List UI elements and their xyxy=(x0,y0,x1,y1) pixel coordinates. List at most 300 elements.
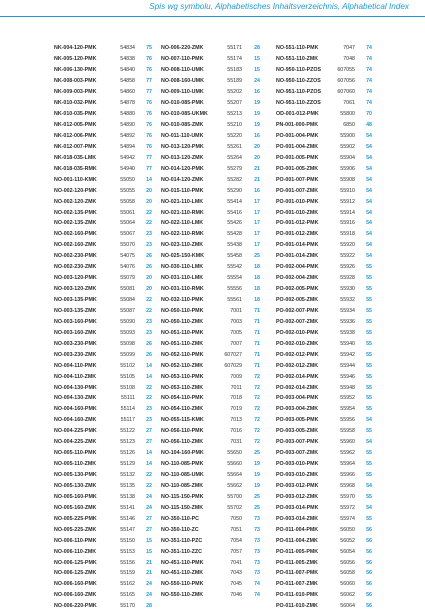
catalog-number: 55900 xyxy=(340,132,355,139)
index-entry xyxy=(276,174,386,185)
page-number: 55 xyxy=(366,428,372,435)
page-number: 17 xyxy=(254,242,260,249)
product-code: NO-004-160-PMK xyxy=(54,406,97,413)
page-number: 74 xyxy=(254,592,260,599)
catalog-number: 55650 xyxy=(227,450,242,457)
index-entry xyxy=(276,338,386,349)
page-number: 76 xyxy=(146,100,152,107)
page-number: 24 xyxy=(146,592,152,599)
index-entry xyxy=(161,502,276,513)
catalog-number: 55202 xyxy=(227,89,242,96)
index-entry xyxy=(161,546,276,557)
index-entry xyxy=(54,174,161,185)
index-entry xyxy=(54,316,161,327)
index-entry xyxy=(54,43,161,54)
page-number: 71 xyxy=(254,340,260,347)
page-number: 74 xyxy=(366,100,372,107)
page-number: 28 xyxy=(254,45,260,52)
page-number: 23 xyxy=(146,406,152,413)
index-entry xyxy=(276,98,386,109)
product-code: NO-003-160-ZMK xyxy=(54,329,97,336)
index-entry xyxy=(276,152,386,163)
page-number: 22 xyxy=(146,482,152,489)
page-number: 54 xyxy=(366,187,372,194)
page-number: 17 xyxy=(254,231,260,238)
page-number: 73 xyxy=(254,570,260,577)
index-entry xyxy=(54,152,161,163)
product-code: PO-001-007-PMK xyxy=(276,176,319,183)
page-number: 24 xyxy=(146,504,152,511)
page-number: 55 xyxy=(366,450,372,457)
page-number: 56 xyxy=(366,570,372,577)
page-number: 24 xyxy=(146,493,152,500)
index-entry xyxy=(161,316,276,327)
product-code: NK-018-035-LMK xyxy=(54,154,97,161)
product-code: PO-001-012-PMK xyxy=(276,220,319,227)
page-number: 72 xyxy=(254,395,260,402)
product-code: PO-002-005-ZMK xyxy=(276,297,319,304)
index-entry xyxy=(54,273,161,284)
catalog-number: 56060 xyxy=(340,581,355,588)
page-number: 55 xyxy=(366,351,372,358)
product-code: NK-005-120-PMK xyxy=(54,56,97,63)
catalog-number: 55261 xyxy=(227,143,242,150)
page-number: 19 xyxy=(254,461,260,468)
catalog-number: 54840 xyxy=(120,67,135,74)
page-number: 73 xyxy=(254,548,260,555)
page-number: 55 xyxy=(366,493,372,500)
catalog-number: 55561 xyxy=(227,297,242,304)
page-number: 72 xyxy=(254,428,260,435)
page-number: 76 xyxy=(146,132,152,139)
product-code: NO-004-225-PMK xyxy=(54,428,97,435)
product-code: NK-012-005-PMK xyxy=(54,122,97,129)
index-entry xyxy=(54,579,161,590)
index-entry xyxy=(54,557,161,568)
index-entry xyxy=(161,448,276,459)
page-number: 55 xyxy=(366,395,372,402)
catalog-number: 55061 xyxy=(120,209,135,216)
product-code: NO-003-230-PMK xyxy=(54,340,97,347)
product-code: PO-011-005-PMK xyxy=(276,548,319,555)
index-entry xyxy=(161,470,276,481)
page-number: 27 xyxy=(146,439,152,446)
product-code: PO-003-010-PMK xyxy=(276,461,319,468)
index-entry xyxy=(276,306,386,317)
product-code: NO-005-110-PMK xyxy=(54,450,97,457)
product-code: NO-005-130-ZMK xyxy=(54,482,97,489)
page-number: 22 xyxy=(146,220,152,227)
page-number: 21 xyxy=(254,165,260,172)
product-code: NK-009-003-PMK xyxy=(54,89,97,96)
index-entry xyxy=(54,65,161,76)
product-code: NO-008-160-UMK xyxy=(161,78,204,85)
product-code: NO-451-110-ZMK xyxy=(161,570,204,577)
index-entry xyxy=(161,109,276,120)
product-code: NK-004-120-PMK xyxy=(54,45,97,52)
index-column-1 xyxy=(54,43,161,612)
product-code: NO-014-120-PMK xyxy=(161,165,204,172)
product-code: PO-003-014-PMK xyxy=(276,504,319,511)
product-code: PO-001-005-PMK xyxy=(276,154,319,161)
product-code: NO-054-110-PMK xyxy=(161,395,204,402)
catalog-number: 54892 xyxy=(120,132,135,139)
catalog-number: 55932 xyxy=(340,297,355,304)
product-code: NO-002-230-ZMK xyxy=(54,264,97,271)
index-entry xyxy=(276,120,386,131)
catalog-number: 55050 xyxy=(120,176,135,183)
product-code: NO-104-160-PMK xyxy=(161,450,204,457)
catalog-number: 55906 xyxy=(340,165,355,172)
page-number: 26 xyxy=(146,351,152,358)
index-entry xyxy=(161,295,276,306)
product-code: PO-002-014-ZMK xyxy=(276,384,319,391)
index-entry xyxy=(54,513,161,524)
index-entry xyxy=(276,360,386,371)
product-code: NO-006-220-PMK xyxy=(54,603,97,610)
index-entry xyxy=(276,557,386,568)
page-number: 54 xyxy=(366,417,372,424)
catalog-number: 55123 xyxy=(120,439,135,446)
product-code: PO-001-010-PMK xyxy=(276,198,319,205)
page-number: 54 xyxy=(366,231,372,238)
index-entry xyxy=(161,273,276,284)
catalog-number: 55660 xyxy=(227,461,242,468)
page-number: 54 xyxy=(366,242,372,249)
index-entry xyxy=(276,54,386,65)
catalog-number: 54890 xyxy=(120,122,135,129)
page-number: 23 xyxy=(146,318,152,325)
page-number: 15 xyxy=(254,67,260,74)
catalog-number: 55279 xyxy=(227,165,242,172)
product-code: PO-011-007-ZMK xyxy=(276,581,318,588)
product-code: NO-110-085-ZMK xyxy=(161,482,204,489)
index-entry xyxy=(54,568,161,579)
catalog-number: 55165 xyxy=(120,592,135,599)
product-code: PO-001-004-ZMK xyxy=(276,143,319,150)
page-number: 19 xyxy=(254,122,260,129)
page-number: 77 xyxy=(146,89,152,96)
catalog-number: 55162 xyxy=(120,581,135,588)
page-number: 55 xyxy=(366,362,372,369)
page-number: 21 xyxy=(254,176,260,183)
page-number: 55 xyxy=(366,515,372,522)
index-entry xyxy=(276,284,386,295)
page-number: 17 xyxy=(254,209,260,216)
catalog-number: 55958 xyxy=(340,428,355,435)
product-code: NO-950-110-PZOS xyxy=(276,67,322,74)
catalog-number: 56064 xyxy=(340,603,355,610)
product-code: PN-001-000-PMK xyxy=(276,122,319,129)
index-entry xyxy=(54,120,161,131)
page-number: 26 xyxy=(146,264,152,271)
product-code: NK-010-032-PMK xyxy=(54,100,97,107)
product-code: PO-001-007-ZMK xyxy=(276,187,319,194)
product-code: PO-003-014-ZMK xyxy=(276,515,319,522)
index-entry xyxy=(54,470,161,481)
catalog-number: 55700 xyxy=(227,493,242,500)
product-code: NK-018-035-RMK xyxy=(54,165,97,172)
product-code: NO-003-120-ZMK xyxy=(54,286,97,293)
product-code: PO-001-014-PMK xyxy=(276,242,319,249)
index-entry xyxy=(54,87,161,98)
catalog-number: 7048 xyxy=(343,56,355,63)
page-number: 71 xyxy=(254,318,260,325)
catalog-number: 55105 xyxy=(120,373,135,380)
product-code: NO-002-160-PMK xyxy=(54,231,97,238)
page-number: 72 xyxy=(254,439,260,446)
page-number: 14 xyxy=(146,176,152,183)
catalog-number: 55956 xyxy=(340,417,355,424)
index-entry xyxy=(54,590,161,601)
product-code: PO-003-005-PMK xyxy=(276,417,319,424)
catalog-number: 54894 xyxy=(120,143,135,150)
index-entry xyxy=(276,229,386,240)
index-entry xyxy=(276,579,386,590)
catalog-number: 55141 xyxy=(120,504,135,511)
product-code: PO-002-014-PMK xyxy=(276,373,319,380)
page-header xyxy=(0,0,425,17)
catalog-number: 55090 xyxy=(120,318,135,325)
product-code: PO-001-005-ZMK xyxy=(276,165,319,172)
product-code: PO-003-007-ZMK xyxy=(276,450,319,457)
index-entry xyxy=(276,163,386,174)
catalog-number: 55058 xyxy=(120,198,135,205)
product-code: NO-550-110-ZMK xyxy=(161,592,204,599)
page-number: 18 xyxy=(254,264,260,271)
product-code: PO-011-010-PMK xyxy=(276,592,319,599)
page-number: 56 xyxy=(366,548,372,555)
page-number: 22 xyxy=(146,472,152,479)
page-number: 76 xyxy=(146,122,152,129)
catalog-number: 55912 xyxy=(340,198,355,205)
catalog-number: 55189 xyxy=(227,78,242,85)
catalog-number: 7018 xyxy=(230,395,242,402)
page-number: 20 xyxy=(254,154,260,161)
catalog-number: 55146 xyxy=(120,515,135,522)
page-number: 73 xyxy=(254,537,260,544)
page-number: 19 xyxy=(254,111,260,118)
catalog-number: 55428 xyxy=(227,231,242,238)
catalog-number: 54942 xyxy=(120,154,135,161)
catalog-number: 55108 xyxy=(120,384,135,391)
index-entry xyxy=(54,196,161,207)
product-code: NO-008-110-UMK xyxy=(161,67,204,74)
index-entry xyxy=(161,327,276,338)
product-code: NO-006-125-PMK xyxy=(54,559,97,566)
index-entry xyxy=(161,557,276,568)
index-entry xyxy=(161,54,276,65)
catalog-number: 55960 xyxy=(340,439,355,446)
product-code: NO-351-110-ZZC xyxy=(161,548,202,555)
page-number: 73 xyxy=(254,515,260,522)
product-code: PO-003-004-ZMK xyxy=(276,406,319,413)
index-entry xyxy=(54,240,161,251)
product-code: NO-115-150-PMK xyxy=(161,493,204,500)
catalog-number: 55458 xyxy=(227,253,242,260)
product-code: PO-011-005-ZMK xyxy=(276,559,318,566)
index-entry xyxy=(161,185,276,196)
page-number: 55 xyxy=(366,384,372,391)
page-number: 77 xyxy=(146,78,152,85)
product-code: NK-012-006-PMK xyxy=(54,132,97,139)
page-number: 55 xyxy=(366,461,372,468)
index-entry xyxy=(276,65,386,76)
catalog-number: 55904 xyxy=(340,154,355,161)
index-entry xyxy=(54,109,161,120)
page-number: 15 xyxy=(146,537,152,544)
catalog-number: 55966 xyxy=(340,472,355,479)
page-number: 26 xyxy=(146,253,152,260)
catalog-number: 55922 xyxy=(340,253,355,260)
page-number: 73 xyxy=(254,526,260,533)
index-entry xyxy=(276,437,386,448)
product-code: NO-002-135-PMK xyxy=(54,209,97,216)
index-entry xyxy=(161,360,276,371)
index-column-2 xyxy=(161,43,276,612)
index-entry xyxy=(276,546,386,557)
catalog-number: 7041 xyxy=(230,559,242,566)
index-entry xyxy=(54,426,161,437)
product-code: NO-001-110-KMK xyxy=(54,176,97,183)
index-entry xyxy=(276,316,386,327)
product-code: NO-005-160-ZMK xyxy=(54,504,97,511)
product-code: PO-001-004-PMK xyxy=(276,132,319,139)
index-entry xyxy=(54,76,161,87)
product-code: NO-032-110-PMK xyxy=(161,297,204,304)
page-number: 25 xyxy=(254,253,260,260)
product-code: NO-004-110-PMK xyxy=(54,362,97,369)
product-code: NO-002-160-ZMK xyxy=(54,242,97,249)
product-code: NO-052-110-PMK xyxy=(161,351,204,358)
catalog-number: 55934 xyxy=(340,307,355,314)
page-number: 20 xyxy=(146,198,152,205)
page-number: 71 xyxy=(254,307,260,314)
page-number: 71 xyxy=(254,351,260,358)
catalog-number: 55948 xyxy=(340,384,355,391)
index-entry xyxy=(54,349,161,360)
product-code: PO-002-012-ZMK xyxy=(276,362,319,369)
catalog-number: 55962 xyxy=(340,450,355,457)
catalog-number: 7009 xyxy=(230,373,242,380)
product-code: NO-053-110-PMK xyxy=(161,373,204,380)
product-code: NK-012-007-PMK xyxy=(54,143,97,150)
page-number: 56 xyxy=(366,581,372,588)
page-number: 21 xyxy=(146,559,152,566)
catalog-number: 55174 xyxy=(227,56,242,63)
catalog-number: 7047 xyxy=(343,45,355,52)
index-entry xyxy=(54,207,161,218)
catalog-number: 7019 xyxy=(230,406,242,413)
page-number: 16 xyxy=(254,89,260,96)
index-entry xyxy=(161,426,276,437)
page-number: 25 xyxy=(254,504,260,511)
catalog-number: 55122 xyxy=(120,428,135,435)
index-entry xyxy=(54,251,161,262)
catalog-number: 55079 xyxy=(120,275,135,282)
product-code: NO-350-110-PC xyxy=(161,515,199,522)
index-entry xyxy=(276,43,386,54)
index-entry xyxy=(161,262,276,273)
product-code: NO-050-110-ZMK xyxy=(161,318,204,325)
index-entry xyxy=(161,568,276,579)
page-number: 14 xyxy=(146,450,152,457)
catalog-number: 55102 xyxy=(120,362,135,369)
product-code: PO-002-010-PMK xyxy=(276,329,319,336)
index-entry xyxy=(161,131,276,142)
catalog-number: 55928 xyxy=(340,275,355,282)
catalog-number: 607027 xyxy=(224,351,242,358)
catalog-number: 55942 xyxy=(340,351,355,358)
page-number: 74 xyxy=(366,45,372,52)
index-entry xyxy=(276,590,386,601)
index-entry xyxy=(54,393,161,404)
index-entry xyxy=(54,524,161,535)
index-entry xyxy=(276,382,386,393)
catalog-number: 55084 xyxy=(120,297,135,304)
product-code: NO-003-135-PMK xyxy=(54,297,97,304)
product-code: OD-001-012-PMK xyxy=(276,111,319,118)
catalog-number: 55902 xyxy=(340,143,355,150)
product-code: NO-002-120-ZMK xyxy=(54,198,97,205)
page-number: 72 xyxy=(254,417,260,424)
catalog-number: 55936 xyxy=(340,318,355,325)
catalog-number: 55099 xyxy=(120,351,135,358)
catalog-number: 56054 xyxy=(340,548,355,555)
page-number: 54 xyxy=(366,132,372,139)
index-entry xyxy=(276,262,386,273)
catalog-number: 56058 xyxy=(340,570,355,577)
catalog-number: 55183 xyxy=(227,67,242,74)
index-entry xyxy=(54,491,161,502)
page-number: 17 xyxy=(254,220,260,227)
page-number: 14 xyxy=(146,461,152,468)
index-entry xyxy=(161,163,276,174)
index-entry xyxy=(54,218,161,229)
catalog-number: 54940 xyxy=(120,165,135,172)
catalog-number: 7045 xyxy=(230,581,242,588)
catalog-number: 55147 xyxy=(120,526,135,533)
catalog-number: 55930 xyxy=(340,286,355,293)
page-number: 76 xyxy=(146,56,152,63)
index-entry xyxy=(161,152,276,163)
product-code: NO-013-120-ZMK xyxy=(161,154,204,161)
catalog-number: 55414 xyxy=(227,198,242,205)
catalog-number: 55972 xyxy=(340,504,355,511)
index-entry xyxy=(161,513,276,524)
page-number: 54 xyxy=(366,220,372,227)
page-number: 77 xyxy=(146,165,152,172)
catalog-number: 55970 xyxy=(340,493,355,500)
index-entry xyxy=(54,601,161,612)
index-entry xyxy=(54,481,161,492)
page-number: 74 xyxy=(366,78,372,85)
catalog-number: 56062 xyxy=(340,592,355,599)
product-code: NO-004-225-ZMK xyxy=(54,439,97,446)
catalog-number: 54858 xyxy=(120,78,135,85)
page-number: 54 xyxy=(366,176,372,183)
product-code: NO-004-110-ZMK xyxy=(54,373,97,380)
catalog-number: 55416 xyxy=(227,209,242,216)
product-code: PO-002-007-ZMK xyxy=(276,318,319,325)
product-code: NO-054-110-ZMK xyxy=(161,406,204,413)
catalog-number: 55150 xyxy=(120,537,135,544)
catalog-number: 55964 xyxy=(340,461,355,468)
catalog-number: 55207 xyxy=(227,100,242,107)
catalog-number: 55916 xyxy=(340,220,355,227)
index-entry xyxy=(161,43,276,54)
page-number: 15 xyxy=(254,56,260,63)
